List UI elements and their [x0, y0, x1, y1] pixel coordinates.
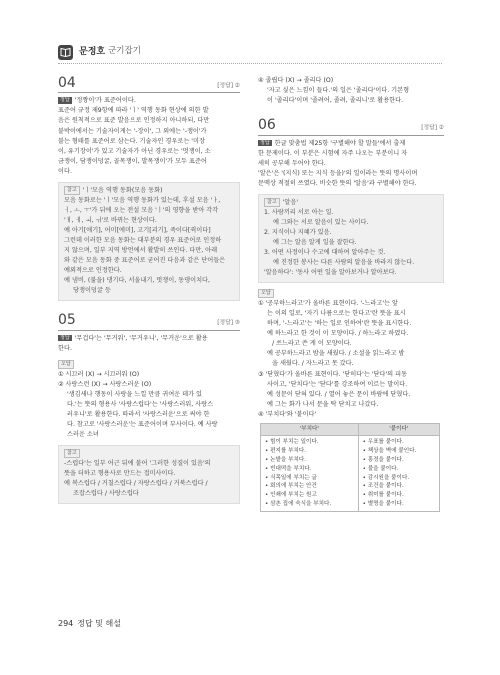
reference-line: 1. 사람끼리 서로 아는 일. [264, 208, 334, 216]
table-entry: • 편지를 부치다. [265, 447, 307, 454]
answer-tag: 정답 [60, 334, 70, 341]
question-number: 06 [258, 117, 276, 134]
reference-line: 예 그는 알음 알게 일을 잘한다. [273, 238, 357, 246]
q05-item: ② 사랑스런 (X) → 사랑스러운 (O) [58, 380, 152, 388]
reference-line: 2. 지식이나 지혜가 있음. [264, 228, 332, 236]
reference-title: 참고 'ㅣ'모음 역행 동화(모음 동화) [64, 186, 234, 196]
q05-explanation: 러우니'로 활용한다. 따라서 '사랑스러운'으로 써야 한 [67, 411, 210, 418]
q05-explanation: 다. 참고로 '사랑스러운'는 표준어이며 부사이다. 예 사랑 [67, 421, 218, 429]
reference-line: 예 그와는 서로 알음이 있는 사이다. [273, 218, 369, 226]
q06-line: 세히 공부해 두어야 한다. [258, 159, 326, 167]
q06-item: ③ '닫혔다'가 올바른 표현이다. '닫히다'는 '닫다'의 피동 [258, 370, 408, 378]
reference-box [58, 182, 240, 302]
table-entry: • 식목일에 부치는 글 [265, 474, 317, 481]
q04-line: 이, 유기장이'가 있고 기술자가 아닌 경우로는 '멋쟁이, 소 [58, 147, 211, 155]
q06-item: ① '공부하느라고'가 올바른 표현이다. '-느라고'는 앞 [258, 300, 398, 308]
reference-line: 지 않으며, 일부 지역 방언에서 활발히 쓰인다. 다만, 아래 [64, 247, 218, 255]
q06-explanation: 는 이의 일로, '자기 나름으로는 한다고'란 뜻을 표시 [267, 310, 406, 318]
reference-line: 모음 동화로는 'ㅣ'모음 역행 동화가 있는데, 후설 모음 'ㅏ, [64, 196, 221, 204]
table-entry: • 흥정을 붙이다. [362, 456, 404, 463]
reference-line: 당쟁이덩굴 등 [73, 287, 111, 295]
reference-tag: 참고 [64, 186, 80, 195]
q04-line: 붙박이에서는 기술자이게는 '-장이', 그 외에는 '-쟁이'가 [58, 127, 207, 135]
right-column [258, 76, 444, 512]
wrong-answer-tag: 오답 [58, 360, 74, 369]
reference-title: 참고 '알음' [264, 198, 438, 208]
left-column [58, 76, 240, 504]
reference-line: 그런데 이러한 모음 동화는 대부분의 경우 표준어로 인정하 [64, 237, 222, 244]
question-04-header [58, 76, 240, 93]
answer-label: [정답] ③ [217, 320, 240, 327]
q06-explanation: 예 하느라고 한 것이 이 모양이다. / 하느라고 하였다. [267, 330, 409, 338]
reference-line: '알음하다': '동사 어떤 일을 알아보거나 알아보다. [264, 269, 397, 277]
table-entry: • 빈대떡을 부치다. [265, 465, 312, 472]
reference-line: 와 같은 모음 동화 중 표준어로 굳어진 다음과 같은 단어들은 [64, 257, 226, 265]
answer-tag: 정답 [60, 97, 70, 104]
table-entry: • 우표를 붙이다. [362, 438, 404, 445]
q04-line: 음은 원칙적으로 표준 발음으로 인정하지 아니하되, 다만 [58, 117, 210, 125]
table-entry: • 책상을 벽에 붙인다. [362, 447, 417, 454]
table-entry: • 논밭을 부치다. [265, 456, 307, 463]
table-entry: • 별명을 붙이다. [362, 501, 404, 508]
table-entry: • 회의에 부치는 안건 [265, 483, 317, 490]
q06-line: '알은'은 '(지식) 또는 지식 등을)'의 일이라는 뜻의 명사이며 [258, 169, 418, 177]
answer-tag: 정답 [260, 139, 270, 146]
q06-explanation: 예 그는 화가 나서 문을 탁 닫치고 나갔다. [267, 400, 379, 408]
wrong-answer-tag-row [58, 360, 240, 370]
q05-item: ① 시끄러 (X) → 시끄러워 (O) [58, 370, 140, 378]
header-subtitle: 군기잡기 [108, 46, 141, 57]
question-05-header [58, 313, 240, 330]
reference-tag: 참고 [64, 449, 80, 458]
table-entry: • 불을 붙이다. [362, 465, 399, 472]
header-divider [58, 63, 442, 64]
table-cell-right [358, 435, 439, 512]
question-06-header [258, 118, 444, 135]
page-number: 294 [58, 619, 74, 628]
q05-explanation: '생김새나 행동이 사랑을 느낄 만큼 귀여운 데가 있 [67, 390, 203, 398]
table-header: '붙이다' [358, 423, 439, 435]
table-entry: • 삼촌 집에 숙식을 부치다. [265, 501, 332, 508]
reference-line: 예외적으로 인정한다. [64, 267, 122, 275]
q05-explanation: '자고 싶은 느낌이 들다.'의 일은 '졸리다'이다. 기본형 [267, 87, 410, 95]
reference-line: 예 진정한 봉사는 다른 사람의 알음을 바라지 않는다. [273, 259, 415, 267]
reference-line: 예 냄비, (불을) 댕기다, 서울내기, 멋쟁이, 동댕이치다, [64, 277, 211, 285]
header-title: 문정호 [79, 46, 106, 57]
q04-line: 표준어 규정 제9항에 따라 'ㅣ' 역행 동화 현상에 의한 발 [58, 107, 209, 115]
q05-line: 정답 '무겁다'는 '무거워', '무거우니', '무거운'으로 활용 [60, 334, 208, 342]
q06-line: 정답 한글 맞춤법 제25항 '구별해야 할 말들'에서 출제 [260, 139, 406, 147]
reference-box [58, 445, 240, 504]
reference-line: 3. 어떤 사정이나 수고에 대하여 알아주는 것. [264, 249, 386, 256]
table-entry: • 힘이 부치는 일이다. [265, 438, 319, 445]
reference-line: 뜻을 더하고 형용사로 만드는 접미사이다. [64, 470, 176, 478]
table-cell-left [261, 435, 359, 512]
reference-box [258, 194, 444, 283]
footer-label: 정답 및 해설 [77, 619, 122, 628]
table-entry: • 감시원을 붙이다. [362, 474, 410, 481]
q06-item: ④ '부치다'와 '붙이다' [258, 410, 317, 418]
q06-explanation: 하며, '-느라고'는 '하는 일로 인하여'란 뜻을 표시한다. [267, 320, 412, 328]
reference-line: 예 복스럽다 / 거칠스럽다 / 자랑스럽다 / 거북스럽다 / [64, 480, 208, 488]
wrong-answer-tag: 오답 [258, 289, 274, 298]
book-icon [58, 45, 73, 60]
q05-explanation: 이 '졸리다'이며 '졸려어, 졸려, 졸리니'로 활용한다. [267, 97, 404, 105]
q04-line: 금쟁이, 담쟁이덩굴, 골목쟁이, 발목쟁이'가 모두 표준어 [58, 157, 207, 165]
answer-label: [정답] ② [217, 83, 240, 89]
page-footer [58, 618, 121, 631]
reference-line: ㅓ, ㅗ, ㅜ'가 뒤에 오는 전설 모음 'ㅣ'의 영향을 받아 각각 [64, 206, 219, 214]
question-number: 05 [58, 312, 76, 329]
reference-tag: 참고 [264, 198, 280, 207]
q04-line: 이다. [58, 167, 72, 175]
reference-line: 예 아기[애기], 어미[에미], 고기[괴기], 죽이다[쥑이다] [64, 226, 211, 234]
table-header: '부치다' [261, 423, 359, 435]
q06-explanation: 사이고, '닫치다'는 '닫다'를 강조하여 이르는 말이다. [267, 380, 408, 388]
table-entry: • 취미를 붙이다. [362, 492, 404, 499]
q04-line: 붙는 형태를 표준어로 삼는다. 기술자인 경우로는 '미장 [58, 137, 205, 145]
reference-line: 조잡스럽다 / 사랑스럽다 [73, 490, 139, 498]
q06-explanation: 을 새웠다. / 자느라고 못 갔다. [272, 360, 354, 368]
q04-line: 정답 '정짱이'가 표준어이다. [60, 97, 136, 105]
q05-explanation: 스러운 소녀 [67, 431, 99, 439]
q06-explanation: / 쓰느라고 쓴 게 이 모양이다. [272, 340, 352, 348]
reference-line: 'ㅐ, ㅔ, ㅚ, ㅟ'로 바뀌는 현상이다. [64, 216, 157, 224]
question-number: 04 [58, 75, 76, 91]
q06-line: 문맥상 적절히 쓰였다. 비슷한 뜻의 '알음'과 구별해야 한다. [258, 179, 417, 187]
answer-label: [정답] ② [421, 125, 444, 132]
reference-line: -스럽다'는 일부 어근 뒤에 붙어 '그러한 성질이 있음'의 [64, 460, 211, 468]
q06-line: 한 문제이다. 이 부분은 시험에 자주 나오는 부분이니 자 [258, 149, 408, 157]
table-entry: • 인쇄에 부치는 원고 [265, 492, 317, 499]
q05-explanation: 다.'는 뜻의 형용사 '사랑스럽다'는 '사랑스러워, 사랑스 [67, 400, 214, 408]
q05-item: ④ 졸립다 (X) → 졸리다 (O) [258, 77, 334, 84]
comparison-table [260, 423, 440, 513]
q06-explanation: 예 공부하느라고 밤을 새웠다. / 소설을 읽느라고 밤 [267, 350, 405, 358]
table-entry: • 조건을 붙이다. [362, 483, 404, 490]
q05-line: 한다. [58, 344, 72, 352]
reference-tag-row [64, 449, 234, 459]
page-header [58, 42, 141, 62]
q06-explanation: 예 성문이 닫혀 있다. / 열어 놓은 문이 바람에 닫혔다. [267, 390, 411, 398]
wrong-answer-tag-row [258, 289, 444, 299]
